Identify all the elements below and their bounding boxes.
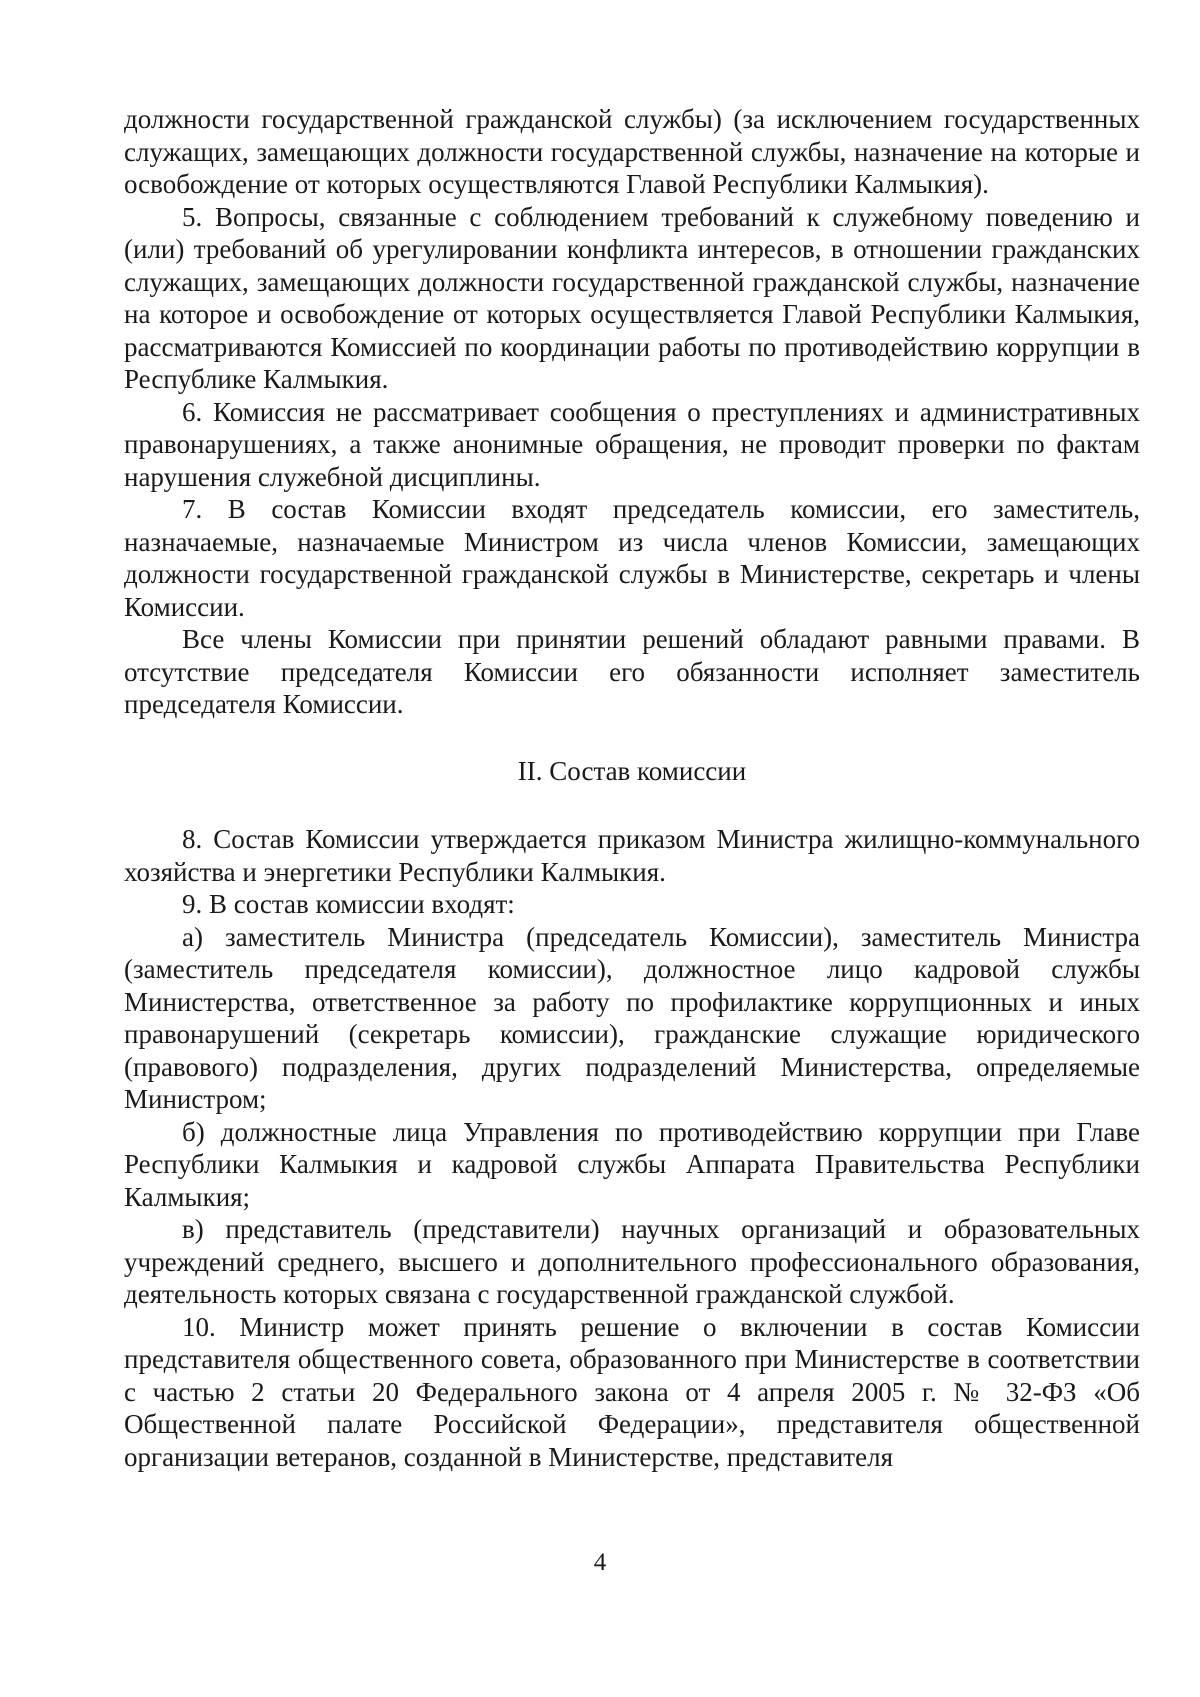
document-body: [124, 103, 1140, 1473]
paragraph-item-6: 6. Комиссия не рассматривает сообщения о преступлениях и административных правонарушениях, а также анонимные обращения, не проводит проверки по фактам нарушения служебной дисциплины.: [124, 396, 1140, 492]
paragraph-item-9: 9. В состав комиссии входят:: [182, 889, 515, 919]
paragraph-item-5: 5. Вопросы, связанные с соблюдением требований к служебному поведению и (или) требований об урегулировании конфликта интересов, в отношении гражданских служащих, замещающих должности государственной гражданской службы, назначение на которое и освобождение от которых осуществляется Главой Республики Калмыкия, рассматриваются Комиссией по координации работы по противодействию коррупции в Республике Калмыкия.: [124, 201, 1140, 394]
paragraph-item-9v: в) представитель (представители) научных организаций и образовательных учреждений среднего, высшего и дополнительного профессионального образования, деятельность которых связана с государственной гражданской службой.: [124, 1214, 1140, 1309]
paragraph-item-7: 7. В состав Комиссии входят председатель комиссии, его заместитель, назначаемые, назначаемые Министром из числа членов Комиссии, замещающих должности государственной гражданской службы в Министерстве, секретарь и члены Комиссии.: [124, 494, 1140, 622]
section-heading: II. Состав комиссии: [517, 755, 747, 786]
paragraph-item-9a: а) заместитель Министра (председатель Комиссии), заместитель Министра (заместитель председателя комиссии), должностное лицо кадровой службы Министерства, ответственное за работу по профилактике коррупционных и иных правонарушений (секретарь комиссии), гражданские служащие юридического (правового) подразделения, других подразделений Министерства, определяемые Министром;: [124, 921, 1140, 1114]
page-number: 4: [593, 1549, 607, 1576]
paragraph-item-8: 8. Состав Комиссии утверждается приказом Министра жилищно-коммунального хозяйства и энергетики Республики Калмыкия.: [124, 824, 1140, 887]
paragraph-equal-rights: Все члены Комиссии при принятии решений обладают равными правами. В отсутствие председателя Комиссии его обязанности исполняет заместитель председателя Комиссии.: [124, 624, 1140, 719]
paragraph-item-10: 10. Министр может принять решение о включении в состав Комиссии представителя общественного совета, образованного при Министерстве в соответствии с частью 2 статьи 20 Федерального закона от 4 апреля 2005 г. № 32-ФЗ «Об Общественной палате Российской Федерации», представителя общественной организации ветеранов, созданной в Министерстве, представителя: [124, 1311, 1140, 1472]
paragraph-continuation: должности государственной гражданской службы) (за исключением государственных служащих, замещающих должности государственной службы, назначение на которые и освобождение от которых осуществляются Главой Республики Калмыкия).: [124, 104, 1140, 199]
paragraph-item-9b: б) должностные лица Управления по противодействию коррупции при Главе Республики Калмыкия и кадровой службы Аппарата Правительства Республики Калмыкия;: [124, 1116, 1140, 1212]
